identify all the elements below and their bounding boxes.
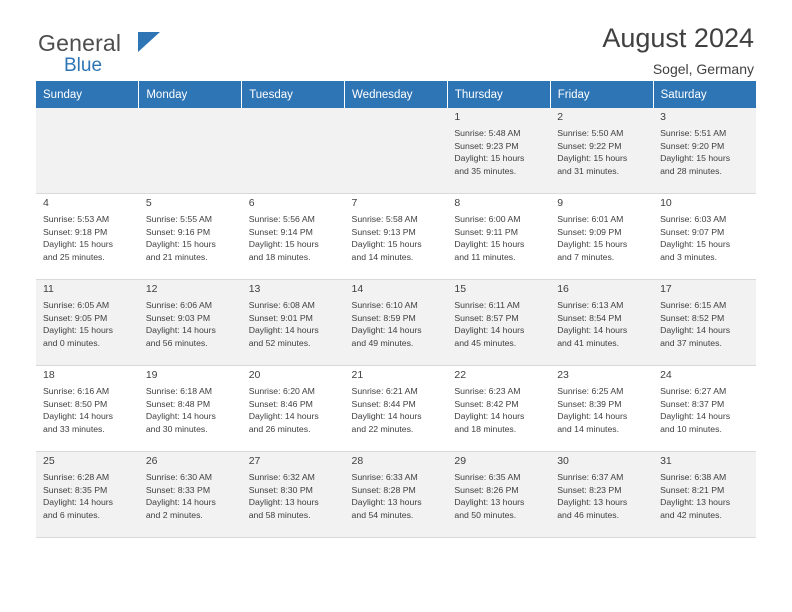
- day-number: 12: [145, 283, 158, 295]
- day-detail-line: Sunset: 8:39 PM: [557, 398, 622, 409]
- day-details: [249, 299, 340, 349]
- weekday-header-monday: Monday: [139, 81, 242, 108]
- day-number: 29: [454, 455, 467, 467]
- day-number: 31: [660, 455, 672, 467]
- day-number: 25: [43, 455, 55, 467]
- weekday-header-friday: Friday: [550, 81, 653, 108]
- calendar-day-cell[interactable]: [139, 280, 242, 366]
- day-detail-line: Sunset: 8:52 PM: [660, 312, 725, 323]
- calendar-empty-cell: [139, 108, 242, 194]
- day-number: 6: [248, 197, 255, 209]
- day-detail-line: Sunrise: 6:21 AM: [351, 386, 418, 396]
- day-details: [557, 299, 648, 349]
- day-details: [557, 385, 648, 435]
- weekday-header-thursday: Thursday: [447, 81, 550, 108]
- day-detail-line: Sunset: 8:54 PM: [557, 312, 622, 323]
- title-block: [602, 22, 754, 78]
- day-details: [454, 213, 545, 263]
- calendar-day-cell[interactable]: [345, 366, 448, 452]
- day-detail-line: Sunrise: 6:38 AM: [660, 472, 727, 482]
- calendar-week-row: [36, 452, 756, 538]
- calendar-day-cell[interactable]: [345, 194, 448, 280]
- day-detail-line: Sunset: 9:03 PM: [145, 312, 211, 323]
- day-details: [146, 299, 237, 349]
- day-detail-line: Sunset: 8:37 PM: [660, 398, 725, 409]
- day-detail-line: Daylight: 15 hours: [351, 239, 422, 250]
- day-number: 23: [557, 369, 569, 381]
- day-details: [454, 385, 545, 435]
- day-number: 20: [248, 369, 261, 381]
- day-detail-line: Sunrise: 6:33 AM: [351, 472, 418, 482]
- day-detail-line: Sunrise: 6:27 AM: [660, 386, 727, 396]
- day-detail-line: Sunset: 9:14 PM: [248, 226, 313, 237]
- day-detail-line: Daylight: 14 hours: [145, 497, 216, 508]
- day-detail-line: and 46 minutes.: [557, 509, 620, 520]
- weekday-header-row: [36, 81, 756, 108]
- day-detail-line: Sunrise: 5:55 AM: [145, 214, 213, 224]
- day-detail-line: and 18 minutes.: [248, 251, 311, 262]
- day-detail-line: Daylight: 14 hours: [351, 411, 422, 422]
- day-number: 21: [351, 369, 364, 381]
- calendar-day-cell[interactable]: [447, 194, 550, 280]
- calendar-empty-cell: [36, 108, 139, 194]
- day-detail-line: Sunrise: 5:58 AM: [351, 214, 418, 224]
- day-detail-line: Sunset: 9:11 PM: [454, 226, 518, 237]
- day-detail-line: and 25 minutes.: [43, 251, 105, 262]
- day-detail-line: Sunrise: 6:11 AM: [454, 300, 520, 310]
- calendar-body: [36, 108, 756, 538]
- day-detail-line: and 2 minutes.: [145, 509, 203, 520]
- day-number: 5: [145, 197, 152, 209]
- day-detail-line: Daylight: 13 hours: [351, 497, 422, 508]
- day-detail-line: Daylight: 13 hours: [660, 497, 731, 508]
- day-detail-line: Daylight: 15 hours: [454, 153, 525, 164]
- day-details: [43, 299, 134, 349]
- day-detail-line: and 11 minutes.: [454, 251, 516, 262]
- day-number: 14: [351, 283, 364, 295]
- day-detail-line: Sunrise: 5:50 AM: [557, 128, 624, 138]
- day-detail-line: Sunset: 9:18 PM: [43, 226, 108, 237]
- day-detail-line: and 58 minutes.: [248, 509, 311, 520]
- day-details: [454, 299, 545, 349]
- logo[interactable]: [38, 30, 218, 82]
- calendar-empty-cell: [242, 108, 345, 194]
- day-detail-line: Sunrise: 6:28 AM: [43, 472, 110, 482]
- calendar-day-cell[interactable]: [550, 452, 653, 538]
- day-detail-line: and 14 minutes.: [351, 251, 414, 262]
- day-detail-line: Daylight: 14 hours: [660, 411, 731, 422]
- calendar-day-cell[interactable]: [447, 452, 550, 538]
- day-number: 7: [351, 197, 358, 209]
- day-number: 8: [454, 197, 461, 209]
- day-detail-line: and 52 minutes.: [248, 337, 311, 348]
- day-details: [249, 213, 340, 263]
- day-detail-line: and 10 minutes.: [660, 423, 722, 434]
- day-detail-line: Sunrise: 6:23 AM: [454, 386, 521, 396]
- day-detail-line: Sunrise: 6:25 AM: [557, 386, 624, 396]
- day-detail-line: and 18 minutes.: [454, 423, 517, 434]
- day-detail-line: Sunrise: 6:01 AM: [557, 214, 624, 224]
- day-number: 1: [454, 111, 461, 123]
- day-detail-line: and 21 minutes.: [145, 251, 208, 262]
- day-detail-line: and 30 minutes.: [145, 423, 208, 434]
- day-detail-line: Daylight: 14 hours: [557, 325, 628, 336]
- day-detail-line: and 42 minutes.: [660, 509, 722, 520]
- calendar-week-row: [36, 108, 756, 194]
- day-detail-line: Daylight: 15 hours: [454, 239, 525, 250]
- day-detail-line: Daylight: 14 hours: [248, 325, 319, 336]
- calendar-week-row: [36, 366, 756, 452]
- calendar-day-cell[interactable]: [550, 108, 653, 194]
- day-details: [557, 127, 648, 177]
- day-details: [660, 127, 751, 177]
- day-details: [146, 471, 237, 521]
- day-detail-line: Daylight: 14 hours: [351, 325, 422, 336]
- day-detail-line: and 41 minutes.: [557, 337, 620, 348]
- day-details: [43, 385, 134, 435]
- day-number: 15: [454, 283, 467, 295]
- day-detail-line: Sunrise: 6:16 AM: [43, 386, 110, 396]
- day-details: [43, 213, 134, 263]
- day-detail-line: Daylight: 14 hours: [43, 411, 114, 422]
- day-detail-line: Sunset: 9:07 PM: [660, 226, 725, 237]
- day-detail-line: and 0 minutes.: [43, 337, 100, 348]
- day-details: [249, 385, 340, 435]
- day-detail-line: Sunrise: 6:13 AM: [557, 300, 624, 310]
- day-detail-line: Sunrise: 6:10 AM: [351, 300, 418, 310]
- calendar-day-cell[interactable]: [242, 280, 345, 366]
- day-detail-line: and 50 minutes.: [454, 509, 517, 520]
- calendar-day-cell[interactable]: [550, 366, 653, 452]
- day-number: 3: [660, 111, 666, 123]
- weekday-header-tuesday: Tuesday: [242, 81, 345, 108]
- day-details: [660, 471, 751, 521]
- day-number: 24: [660, 369, 672, 381]
- day-detail-line: Sunset: 9:23 PM: [454, 140, 519, 151]
- day-details: [146, 385, 237, 435]
- calendar-day-cell[interactable]: [447, 366, 550, 452]
- calendar-day-cell[interactable]: [242, 194, 345, 280]
- day-detail-line: and 3 minutes.: [660, 251, 718, 262]
- day-detail-line: Sunrise: 6:00 AM: [454, 214, 521, 224]
- day-details: [557, 471, 648, 521]
- calendar-day-cell[interactable]: [139, 452, 242, 538]
- day-detail-line: Sunset: 8:26 PM: [454, 484, 519, 495]
- day-detail-line: and 31 minutes.: [557, 165, 620, 176]
- day-detail-line: Sunset: 9:13 PM: [351, 226, 416, 237]
- day-detail-line: and 14 minutes.: [557, 423, 620, 434]
- calendar-week-row: [36, 194, 756, 280]
- day-number: 18: [43, 369, 55, 381]
- calendar-day-cell[interactable]: [345, 280, 448, 366]
- day-detail-line: Daylight: 13 hours: [557, 497, 628, 508]
- calendar-day-cell[interactable]: [550, 280, 653, 366]
- day-detail-line: Sunrise: 6:06 AM: [145, 300, 213, 310]
- day-detail-line: Sunrise: 6:30 AM: [145, 472, 213, 482]
- calendar-day-cell[interactable]: [653, 108, 756, 194]
- day-detail-line: and 56 minutes.: [145, 337, 208, 348]
- logo-text-blue: Blue: [64, 55, 103, 76]
- calendar-day-cell[interactable]: [653, 194, 756, 280]
- flag-icon: [138, 32, 160, 52]
- calendar-day-cell[interactable]: [653, 280, 756, 366]
- day-number: 13: [248, 283, 261, 295]
- day-detail-line: Sunset: 8:44 PM: [351, 398, 416, 409]
- day-detail-line: Sunset: 9:09 PM: [557, 226, 622, 237]
- calendar-day-cell[interactable]: [653, 452, 756, 538]
- day-number: 19: [145, 369, 158, 381]
- day-detail-line: Sunrise: 6:20 AM: [248, 386, 315, 396]
- day-details: [352, 299, 443, 349]
- day-number: 30: [557, 455, 569, 467]
- day-detail-line: Sunset: 8:48 PM: [145, 398, 211, 409]
- day-detail-line: Sunset: 8:33 PM: [145, 484, 211, 495]
- day-details: [352, 385, 443, 435]
- day-detail-line: and 28 minutes.: [660, 165, 722, 176]
- day-detail-line: Daylight: 15 hours: [43, 239, 114, 250]
- day-detail-line: Daylight: 15 hours: [557, 239, 628, 250]
- day-detail-line: Sunset: 8:50 PM: [43, 398, 108, 409]
- calendar-table: [36, 81, 756, 538]
- day-detail-line: Daylight: 15 hours: [660, 153, 731, 164]
- day-details: [660, 213, 751, 263]
- calendar-day-cell[interactable]: [447, 280, 550, 366]
- weekday-header-wednesday: Wednesday: [345, 81, 448, 108]
- day-detail-line: Daylight: 15 hours: [557, 153, 628, 164]
- day-detail-line: Sunset: 8:46 PM: [248, 398, 313, 409]
- day-detail-line: and 6 minutes.: [43, 509, 100, 520]
- day-detail-line: Daylight: 14 hours: [145, 325, 216, 336]
- calendar-day-cell[interactable]: [242, 452, 345, 538]
- day-detail-line: Sunset: 9:05 PM: [43, 312, 108, 323]
- day-detail-line: Sunset: 9:16 PM: [145, 226, 211, 237]
- day-detail-line: Sunset: 8:30 PM: [248, 484, 313, 495]
- day-detail-line: and 54 minutes.: [351, 509, 414, 520]
- day-detail-line: Sunset: 9:20 PM: [660, 140, 725, 151]
- calendar-day-cell[interactable]: [653, 366, 756, 452]
- calendar-empty-cell: [345, 108, 448, 194]
- day-number: 17: [660, 283, 672, 295]
- day-detail-line: Sunrise: 5:56 AM: [248, 214, 315, 224]
- day-detail-line: and 49 minutes.: [351, 337, 414, 348]
- day-detail-line: Daylight: 15 hours: [43, 325, 114, 336]
- day-detail-line: Daylight: 15 hours: [248, 239, 319, 250]
- day-details: [249, 471, 340, 521]
- day-number: 4: [43, 197, 49, 209]
- day-detail-line: Sunrise: 6:15 AM: [660, 300, 727, 310]
- day-detail-line: Daylight: 14 hours: [43, 497, 114, 508]
- day-detail-line: Sunset: 8:23 PM: [557, 484, 622, 495]
- day-number: 9: [557, 197, 564, 209]
- day-detail-line: Sunrise: 6:32 AM: [248, 472, 315, 482]
- day-number: 16: [557, 283, 569, 295]
- day-details: [43, 471, 134, 521]
- day-number: 28: [351, 455, 364, 467]
- day-detail-line: Sunset: 9:01 PM: [248, 312, 313, 323]
- calendar-day-cell[interactable]: [36, 366, 139, 452]
- day-detail-line: and 45 minutes.: [454, 337, 517, 348]
- day-detail-line: Sunrise: 5:48 AM: [454, 128, 521, 138]
- day-detail-line: Sunset: 8:21 PM: [660, 484, 725, 495]
- day-details: [454, 127, 545, 177]
- day-detail-line: Sunset: 8:35 PM: [43, 484, 108, 495]
- day-detail-line: Daylight: 13 hours: [248, 497, 319, 508]
- day-detail-line: Sunrise: 6:08 AM: [248, 300, 315, 310]
- day-detail-line: Daylight: 14 hours: [660, 325, 731, 336]
- calendar-day-cell[interactable]: [36, 194, 139, 280]
- day-detail-line: Sunrise: 6:37 AM: [557, 472, 624, 482]
- day-details: [660, 299, 751, 349]
- calendar-day-cell[interactable]: [139, 366, 242, 452]
- day-details: [454, 471, 545, 521]
- day-detail-line: Sunrise: 5:51 AM: [660, 128, 727, 138]
- day-number: 2: [557, 111, 564, 123]
- day-number: 26: [145, 455, 158, 467]
- day-detail-line: Sunset: 8:28 PM: [351, 484, 416, 495]
- day-detail-line: Sunset: 8:59 PM: [351, 312, 416, 323]
- day-number: 10: [660, 197, 672, 209]
- day-detail-line: Sunset: 9:22 PM: [557, 140, 622, 151]
- day-detail-line: and 7 minutes.: [557, 251, 615, 262]
- day-details: [146, 213, 237, 263]
- page-subtitle: Sogel, Germany: [652, 61, 754, 77]
- calendar-day-cell[interactable]: [447, 108, 550, 194]
- day-detail-line: Daylight: 14 hours: [557, 411, 628, 422]
- calendar-day-cell[interactable]: [345, 452, 448, 538]
- day-details: [352, 471, 443, 521]
- day-detail-line: Sunrise: 6:03 AM: [660, 214, 727, 224]
- day-detail-line: and 37 minutes.: [660, 337, 722, 348]
- weekday-header-sunday: Sunday: [36, 81, 139, 108]
- page-header: [36, 0, 756, 78]
- day-details: [660, 385, 751, 435]
- day-detail-line: Daylight: 15 hours: [660, 239, 731, 250]
- day-detail-line: Sunset: 8:42 PM: [454, 398, 519, 409]
- weekday-header-saturday: Saturday: [653, 81, 756, 108]
- day-detail-line: and 33 minutes.: [43, 423, 105, 434]
- day-detail-line: and 26 minutes.: [248, 423, 311, 434]
- day-details: [352, 213, 443, 263]
- day-detail-line: Sunrise: 6:35 AM: [454, 472, 521, 482]
- day-detail-line: Sunset: 8:57 PM: [454, 312, 519, 323]
- day-detail-line: and 22 minutes.: [351, 423, 414, 434]
- calendar-day-cell[interactable]: [139, 194, 242, 280]
- day-detail-line: Sunrise: 6:18 AM: [145, 386, 213, 396]
- calendar-week-row: [36, 280, 756, 366]
- page-title: August 2024: [602, 23, 754, 53]
- day-number: 22: [454, 369, 467, 381]
- day-number: 27: [248, 455, 261, 467]
- day-detail-line: Daylight: 14 hours: [454, 325, 525, 336]
- day-detail-line: Daylight: 13 hours: [454, 497, 525, 508]
- day-detail-line: Sunrise: 5:53 AM: [43, 214, 110, 224]
- day-detail-line: Sunrise: 6:05 AM: [43, 300, 110, 310]
- day-number: 11: [43, 283, 54, 295]
- day-detail-line: Daylight: 14 hours: [248, 411, 319, 422]
- day-detail-line: Daylight: 15 hours: [145, 239, 216, 250]
- calendar-day-cell[interactable]: [36, 452, 139, 538]
- calendar-day-cell[interactable]: [550, 194, 653, 280]
- day-details: [557, 213, 648, 263]
- day-detail-line: Daylight: 14 hours: [454, 411, 525, 422]
- calendar-day-cell[interactable]: [36, 280, 139, 366]
- logo-text-general: General: [38, 30, 122, 56]
- day-detail-line: Daylight: 14 hours: [145, 411, 216, 422]
- calendar-day-cell[interactable]: [242, 366, 345, 452]
- day-detail-line: and 35 minutes.: [454, 165, 517, 176]
